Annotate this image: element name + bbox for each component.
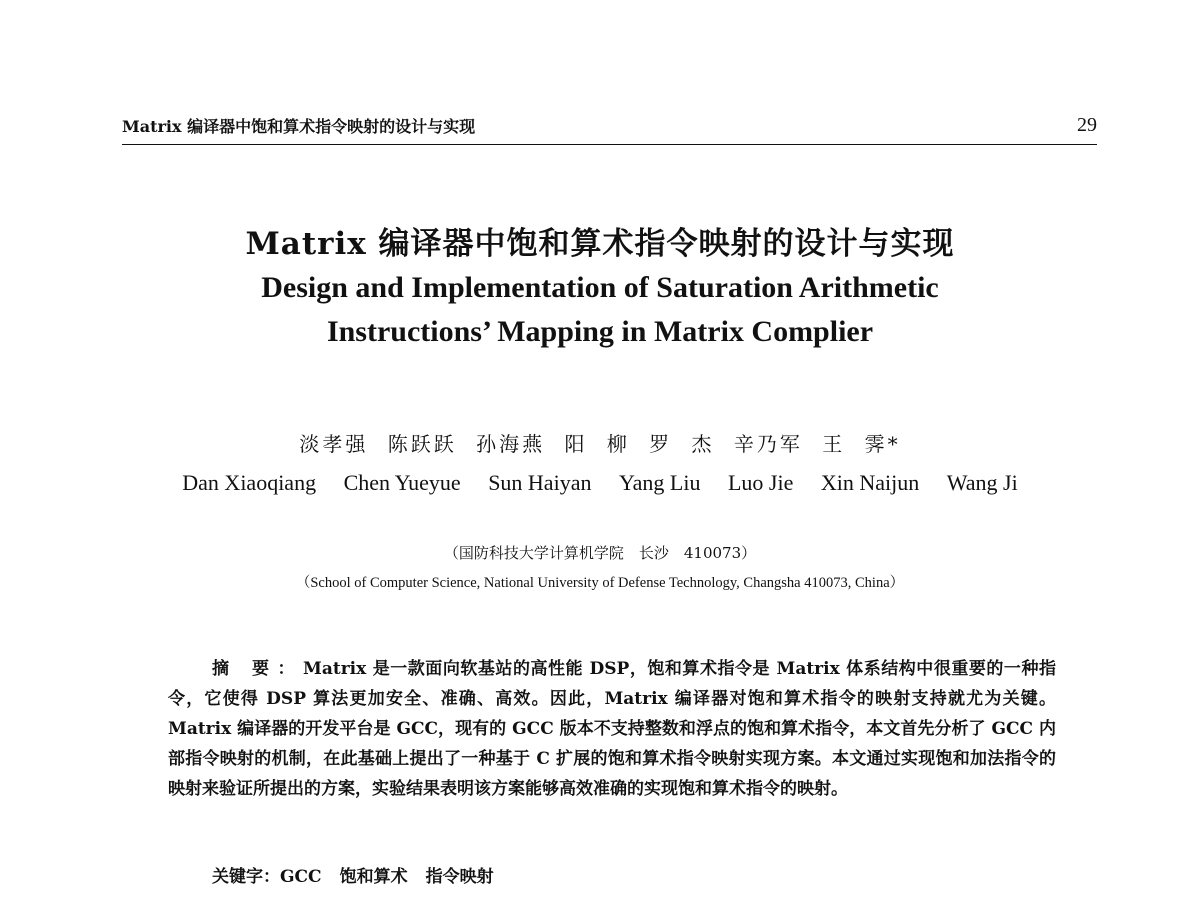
abstract-label: 摘 要： <box>212 659 304 679</box>
author-name: Luo Jie <box>727 470 794 495</box>
keyword: GCC <box>280 867 322 887</box>
abstract <box>168 654 1056 804</box>
abstract-text: Matrix 是一款面向软基站的高性能 DSP，饱和算术指令是 Matrix 体系结构中很重要的一种指令，它使得 DSP 算法更加安全、准确、高效。因此，Matrix 编译器对饱和算术指令的映射支持就尤为关键。Matrix 编译器的开发平台是 GCC，现有的 GCC 版本不支持整数和浮点的饱和算术指令，本文首先分析了 GCC 内部指令映射的机制，在此基础上提出了一种基于 C 扩展的饱和算术指令映射实现方案。本文通过实现饱和加法指令的映射来验证所提出的方案，实验结果表明该方案能够高效准确的实现饱和算术指令的映射。 <box>168 659 1056 799</box>
author-name: Yang Liu <box>618 470 701 495</box>
author-name: Chen Yueyue <box>343 470 461 495</box>
affiliation-english: （School of Computer Science, National University of Defense Technology, Changsha 410073, China） <box>295 575 905 591</box>
affiliation-chinese: （国防科技大学计算机学院 长沙 410073） <box>443 544 757 562</box>
author-name: Dan Xiaoqiang <box>182 470 317 495</box>
title-english-line-1: Design and Implementation of Saturation Arithmetic <box>261 271 939 304</box>
keywords <box>212 862 494 887</box>
keyword: 饱和算术 <box>339 867 408 887</box>
keywords-label: 关键字： <box>212 867 280 887</box>
authors-chinese: 淡孝强 陈跃跃 孙海燕 阳 柳 罗 杰 辛乃军 王 霁* <box>299 432 901 456</box>
title-block <box>0 222 1200 354</box>
running-head-title: Matrix 编译器中饱和算术指令映射的设计与实现 <box>122 117 476 136</box>
author-name: Wang Ji <box>946 470 1018 495</box>
authors-english <box>0 470 1200 496</box>
author-name: Xin Naijun <box>820 470 920 495</box>
running-head <box>122 114 1097 145</box>
page-number: 29 <box>1077 114 1097 136</box>
keyword: 指令映射 <box>425 867 494 887</box>
author-name: Sun Haiyan <box>488 470 592 495</box>
title-english-line-2: Instructions’ Mapping in Matrix Complier <box>326 315 874 348</box>
title-chinese: Matrix 编译器中饱和算术指令映射的设计与实现 <box>245 226 955 262</box>
